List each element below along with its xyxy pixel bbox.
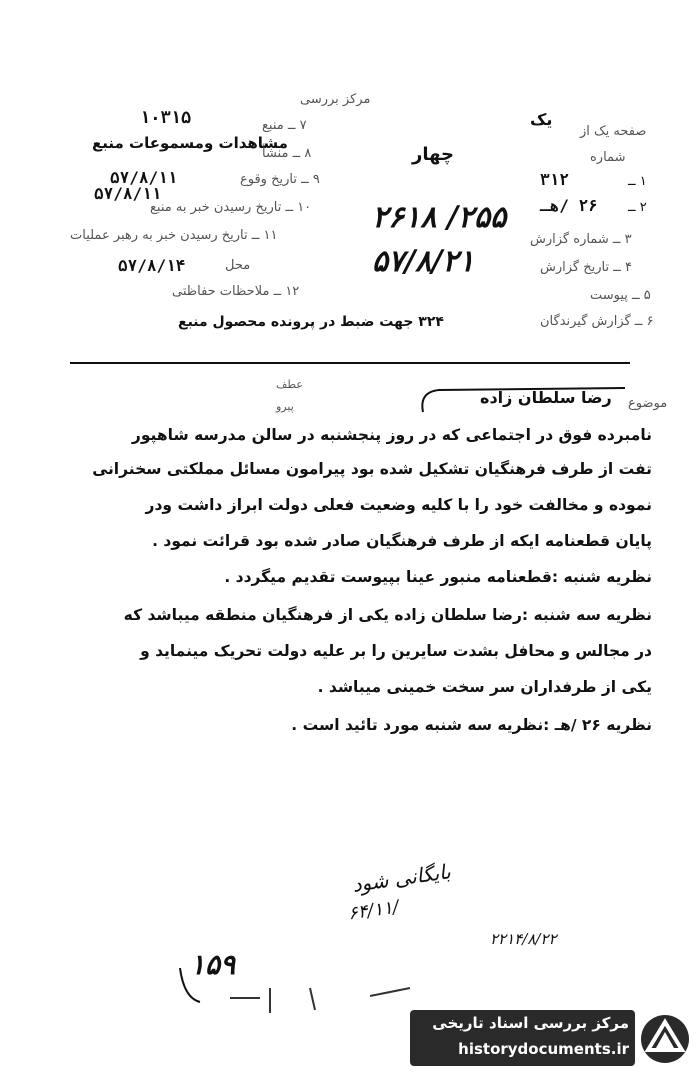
copy-label: یک — [530, 110, 553, 129]
side-label-1: عطف — [276, 378, 303, 391]
subject-label: موضوع — [628, 396, 668, 411]
place-label: محل — [225, 258, 251, 273]
item9-value: ۵۷/۸/۱۱ — [110, 168, 178, 187]
body-line-4: پایان قطعنامه ایکه از طرف فرهنگیان صادر شده بود قرائت نمود . — [152, 532, 652, 550]
subject-bracket — [415, 382, 635, 422]
body-line-7: در مجالس و محافل بشدت سایرین را بر علیه دولت تحریک مینماید و — [140, 642, 652, 660]
body-line-1: نامبرده فوق در اجتماعی که در روز پنجشنبه در سالن مدرسه شاهپور — [131, 426, 652, 444]
item1-value: ۳۱۲ — [540, 170, 569, 189]
handwritten-note-1: بایگانی شود — [350, 859, 453, 897]
doc-number: ۱۰۳۱۵ — [140, 108, 192, 128]
handwritten-scribble — [170, 958, 490, 1018]
item8-label: ۸ ــ منشأ — [262, 146, 312, 161]
body-line-5: نظریه شنبه :قطعنامه منبور عینا بپیوست تقدیم میگردد . — [224, 568, 652, 586]
handwritten-page-ref: ۱۵۹ — [190, 948, 236, 981]
body-line-9: نظریه ۲۶ /هـ :نظریه سه شنبه مورد تائید است . — [291, 716, 652, 734]
item10-label: ۱۰ ــ تاریخ رسیدن خبر به منبع — [150, 200, 312, 215]
item4-label: ۴ ــ تاریخ گزارش — [540, 260, 632, 275]
subject-value: رضا سلطان زاده — [480, 388, 612, 407]
item5-label: ۵ ــ پیوست — [590, 288, 651, 303]
handwritten-report-number: ۲۶۱۸ /۲۵۵ — [372, 200, 507, 235]
watermark-logo — [410, 1010, 695, 1070]
header-top-label: مرکز بررسی — [300, 92, 371, 107]
header-divider — [70, 362, 630, 364]
item9-label: ۹ ــ تاریخ وقوع — [240, 172, 320, 187]
handwritten-bottom-ref: ۲۲۱۴/۸/۲۲ — [490, 930, 557, 948]
watermark-name: مرکز بررسی اسناد تاریخی — [432, 1014, 629, 1032]
item6-value: ۳۲۴ جهت ضبط در پرونده محصول منبع — [178, 314, 444, 330]
watermark-url: historydocuments.ir — [458, 1040, 629, 1058]
row2-label: شماره — [590, 150, 626, 165]
body-line-6: نظریه سه شنبه :رضا سلطان زاده یکی از فرهنگیان منطقه میباشد که — [123, 606, 652, 624]
item10-value: ۵۷/۸/۱۱ — [94, 184, 162, 203]
item12-label: ۱۲ ــ ملاحظات حفاظتی — [172, 284, 300, 299]
item11-label: ۱۱ ــ تاریخ رسیدن خبر به رهبر عملیات — [70, 228, 278, 243]
report-title: مشاهدات ومسموعات منبع — [92, 134, 288, 152]
body-line-8: یکی از طرفداران سر سخت خمینی میباشد . — [317, 678, 652, 696]
body-line-2: تفت از طرف فرهنگیان تشکیل شده بود پیرامون مسائل مملکتی سخنرانی — [92, 460, 652, 478]
item3-label: ۳ ــ شماره گزارش — [530, 232, 632, 247]
item11-value: ۵۷/۸/۱۴ — [118, 256, 186, 275]
item1-label: ۱ ــ — [628, 174, 647, 189]
side-label-2: پیرو — [276, 400, 294, 413]
watermark-emblem-icon — [638, 1012, 692, 1066]
body-line-3: نموده و مخالفت خود را با کلیه وضعیت فعلی دولت ابراز داشت ودر — [145, 496, 652, 514]
handwritten-report-date: ۵۷/۸/۲۱ — [372, 244, 475, 279]
handwritten-note-2: ۶۴/۱۱/ — [346, 896, 401, 925]
item2-label: ۲ ــ — [628, 200, 647, 215]
item2-value: ۲۶ /هـ — [540, 196, 598, 215]
item6-label: ۶ ــ گزارش گیرندگان — [540, 314, 654, 329]
row1-label: صفحه یک از — [580, 124, 647, 139]
item7-label: ۷ ــ منبع — [262, 118, 307, 133]
copy-count: چهار — [412, 144, 454, 165]
